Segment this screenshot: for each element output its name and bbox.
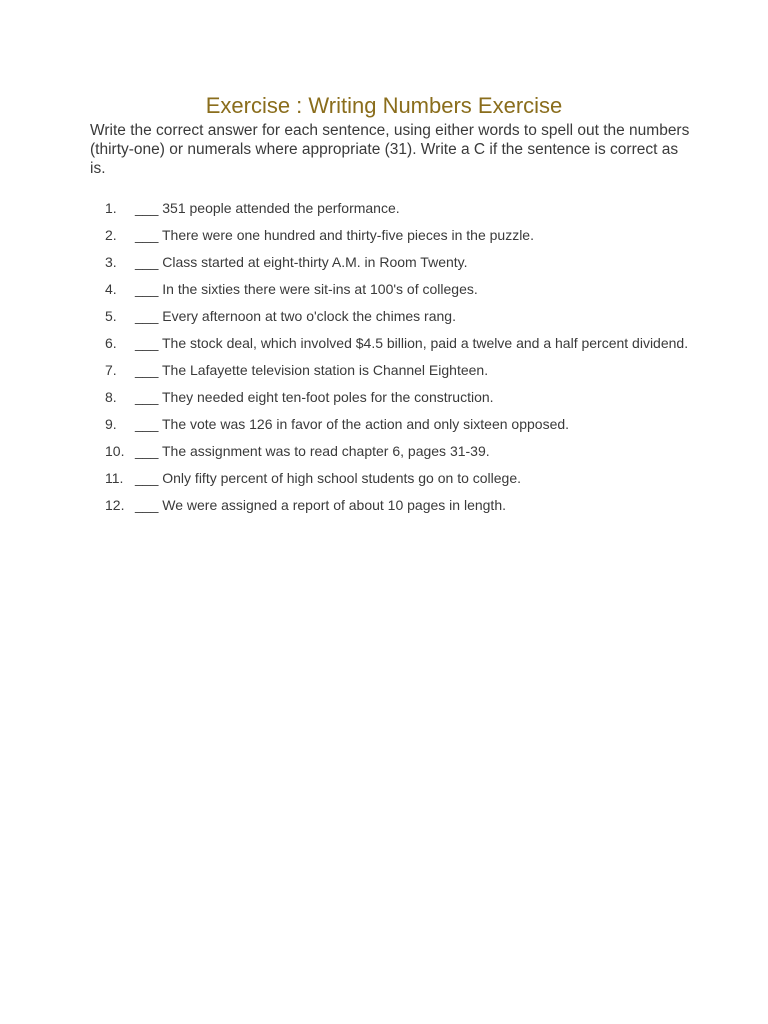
exercise-list (90, 195, 690, 519)
page-title: Exercise : Writing Numbers Exercise (205, 93, 563, 118)
exercise-item (90, 276, 690, 303)
item-text: ___ 351 people attended the performance. (135, 200, 400, 216)
instructions-paragraph: Write the correct answer for each sentence, using either words to spell out the numbers (thirty-one) or numerals where appropriate (31). Write a C if the sentence is correct as is. (90, 122, 690, 177)
exercise-item (90, 411, 690, 438)
item-text: ___ Only fifty percent of high school students go on to college. (135, 470, 522, 486)
exercise-item (90, 330, 690, 357)
item-number: 1. (105, 200, 117, 216)
item-text: ___ They needed eight ten-foot poles for the construction. (135, 389, 494, 405)
item-number: 7. (105, 362, 117, 378)
exercise-item (90, 384, 690, 411)
exercise-item (90, 303, 690, 330)
item-text: ___ The Lafayette television station is Channel Eighteen. (135, 362, 489, 378)
item-number: 2. (105, 227, 117, 243)
item-number: 4. (105, 281, 117, 297)
item-text: ___ Every afternoon at two o'clock the chimes rang. (135, 308, 456, 324)
exercise-item (90, 465, 690, 492)
item-text: ___ We were assigned a report of about 10 pages in length. (135, 497, 506, 513)
exercise-item (90, 249, 690, 276)
exercise-item (90, 492, 690, 519)
item-text: ___ The assignment was to read chapter 6, pages 31-39. (135, 443, 490, 459)
item-number: 9. (105, 416, 117, 432)
item-number: 12. (105, 497, 125, 513)
exercise-item (90, 195, 690, 222)
exercise-item (90, 357, 690, 384)
item-text: ___ The stock deal, which involved $4.5 billion, paid a twelve and a half percent dividend. (135, 335, 689, 351)
item-text: ___ There were one hundred and thirty-five pieces in the puzzle. (135, 227, 534, 243)
item-number: 6. (105, 335, 117, 351)
item-number: 11. (105, 470, 124, 486)
item-number: 10. (105, 443, 125, 459)
item-text: ___ Class started at eight-thirty A.M. in Room Twenty. (135, 254, 468, 270)
item-text: ___ In the sixties there were sit-ins at 100's of colleges. (135, 281, 478, 297)
item-number: 3. (105, 254, 117, 270)
item-text: ___ The vote was 126 in favor of the action and only sixteen opposed. (135, 416, 570, 432)
exercise-item (90, 222, 690, 249)
exercise-item (90, 438, 690, 465)
item-number: 8. (105, 389, 117, 405)
item-number: 5. (105, 308, 117, 324)
